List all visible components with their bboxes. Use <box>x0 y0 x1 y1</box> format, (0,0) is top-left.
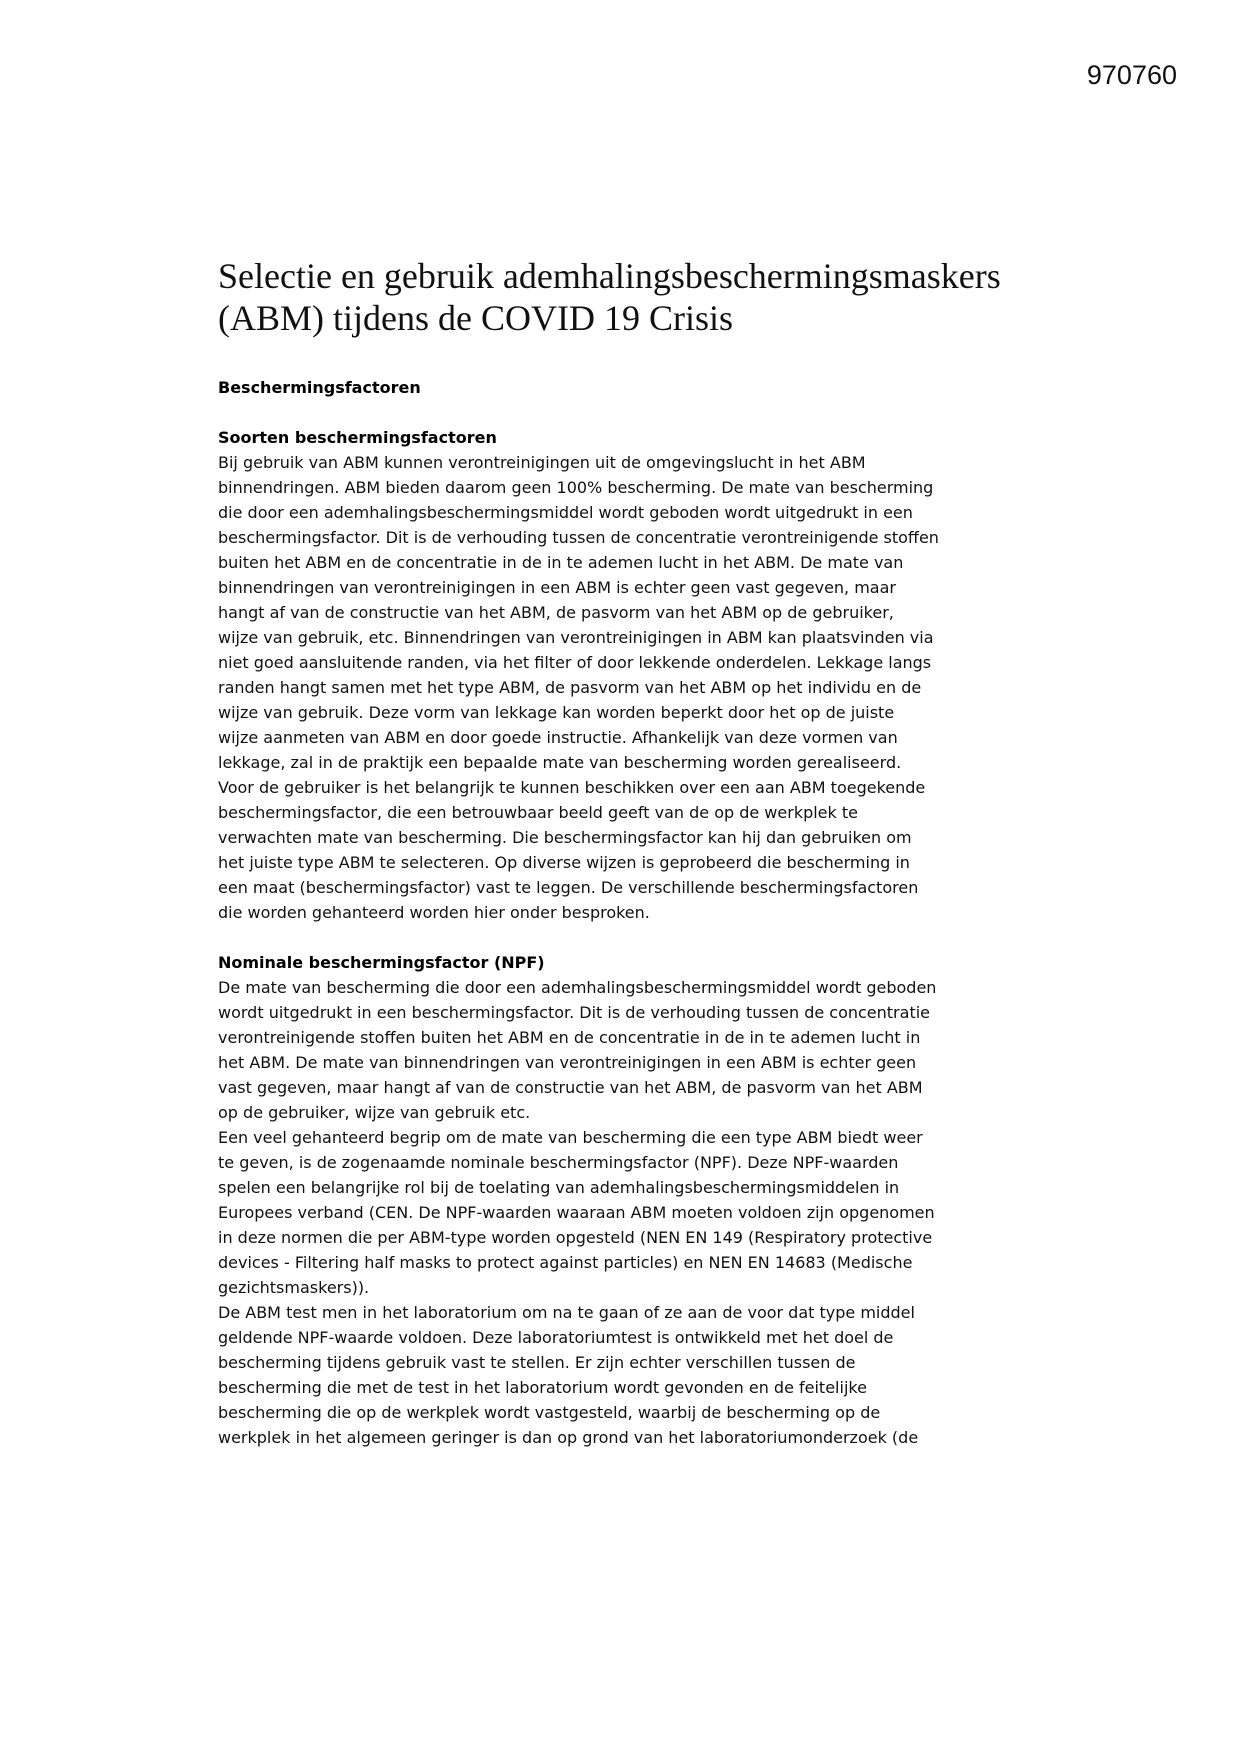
title-line-1: Selectie en gebruik ademhalingsbeschermingsmaskers <box>218 256 1001 296</box>
paragraph: Een veel gehanteerd begrip om de mate van bescherming die een type ABM biedt weer te geven, is de zogenaamde nominale beschermingsfactor (NPF). Deze NPF-waarden spelen een belangrijke rol bij de toelating van ademhalingsbeschermingsmiddelen in Europees verband (CEN. De NPF-waarden waaraan ABM moeten voldoen zijn opgenomen in deze normen die per ABM-type worden opgesteld (NEN EN 149 (Respiratory protective devices - Filtering half masks to protect against particles) en NEN EN 14683 (Medische gezichtsmaskers)). <box>218 1128 935 1297</box>
paragraph: De ABM test men in het laboratorium om na te gaan of ze aan de voor dat type middel geldende NPF-waarde voldoen. Deze laboratoriumtest is ontwikkeld met het doel de bescherming tijdens gebruik vast te stellen. Er zijn echter verschillen tussen de bescherming die met de test in het laboratorium wordt gevonden en de feitelijke bescherming die op de werkplek wordt vastgesteld, waarbij de bescherming op de werkplek in het algemeen geringer is dan op grond van het laboratoriumonderzoek (de <box>218 1303 919 1447</box>
title-line-2: (ABM) tijdens de COVID 19 Crisis <box>218 298 733 338</box>
document-page <box>218 255 1038 1475</box>
document-title <box>218 255 1038 339</box>
section-heading: Beschermingsfactoren <box>218 378 421 397</box>
paragraph: Bij gebruik van ABM kunnen verontreinigingen uit de omgevingslucht in het ABM binnendringen. ABM bieden daarom geen 100% bescherming. De mate van bescherming die door een ademhalingsbeschermingsmiddel wordt geboden wordt uitgedrukt in een beschermingsfactor. Dit is de verhouding tussen de concentratie verontreinigende stoffen buiten het ABM en de concentratie in de in te ademen lucht in het ABM. De mate van binnendringen van verontreinigingen in een ABM is echter geen vast gegeven, maar hangt af van de constructie van het ABM, de pasvorm van het ABM op de gebruiker, wijze van gebruik, etc. Binnendringen van verontreinigingen in ABM kan plaatsvinden via niet goed aansluitende randen, via het filter of door lekkende onderdelen. Lekkage langs randen hangt samen met het type ABM, de pasvorm van het ABM op het individu en de wijze van gebruik. Deze vorm van lekkage kan worden beperkt door het op de juiste wijze aanmeten van ABM en door goede instructie. Afhankelijk van deze vormen van lekkage, zal in de praktijk een bepaalde mate van bescherming worden gerealiseerd. Voor de gebruiker is het belangrijk te kunnen beschikken over een aan ABM toegekende beschermingsfactor, die een betrouwbaar beeld geeft van de op de werkplek te verwachten mate van bescherming. Die beschermingsfactor kan hij dan gebruiken om het juiste type ABM te selecteren. Op diverse wijzen is geprobeerd die bescherming in een maat (beschermingsfactor) vast te leggen. De verschillende beschermingsfactoren die worden gehanteerd worden hier onder besproken. <box>218 453 939 922</box>
subsection-heading: Soorten beschermingsfactoren <box>218 428 497 447</box>
paragraph: De mate van bescherming die door een ademhalingsbeschermingsmiddel wordt geboden wordt uitgedrukt in een beschermingsfactor. Dit is de verhouding tussen de concentratie verontreinigende stoffen buiten het ABM en de concentratie in de in te ademen lucht in het ABM. De mate van binnendringen van verontreinigingen in een ABM is echter geen vast gegeven, maar hangt af van de constructie van het ABM, de pasvorm van het ABM op de gebruiker, wijze van gebruik etc. <box>218 978 937 1122</box>
subsection-heading: Nominale beschermingsfactor (NPF) <box>218 953 545 972</box>
document-number: 970760 <box>1086 60 1177 90</box>
section-npf <box>218 950 1038 1450</box>
section-soorten <box>218 425 1038 925</box>
